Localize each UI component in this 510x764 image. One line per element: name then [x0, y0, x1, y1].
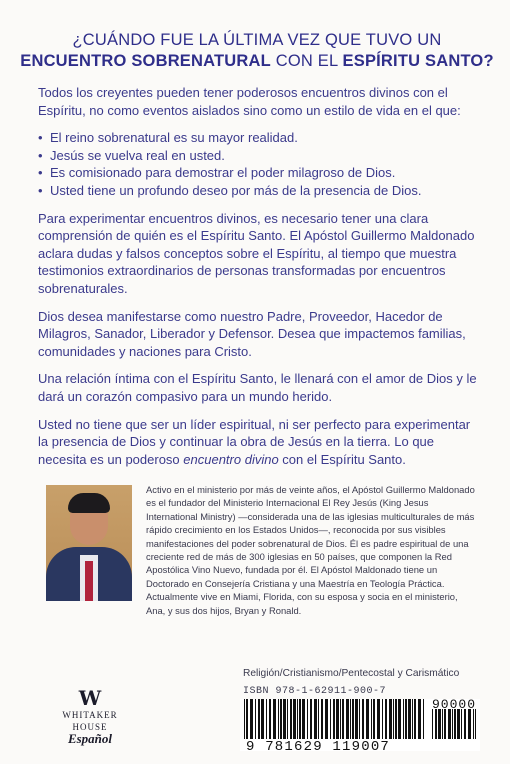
closing-end: con el Espíritu Santo. [278, 451, 406, 467]
paragraph-understanding: Para experimentar encuentros divinos, es necesario tener una clara comprensión de quién es el Espíritu Santo. El Apóstol Guillermo Maldonado aclara dudas y falsos conceptos sobre el Espíritu, al tiempo que muestra testimonios extraordinarios de personas transformadas por encuentros sobrenaturales. [38, 210, 475, 296]
publisher-name-line2: HOUSE [72, 722, 108, 732]
closing-text: Usted no tiene que ser un líder espiritual, ni ser perfecto para experimentar la presencia de Dios y continuar la obra de Jesús en la tierra. Lo que necesita es un poderoso [38, 416, 471, 467]
headline-connector: CON EL [270, 52, 343, 70]
benefit-item: • Usted tiene un profundo deseo por más de la presencia de Dios. [38, 182, 478, 200]
isbn-text: ISBN 978-1-62911-900-7 [243, 686, 387, 697]
blurb [38, 84, 478, 478]
intro-paragraph: Todos los creyentes pueden tener poderosos encuentros divinos con el Espíritu, no como eventos aislados sino como un estilo de vida en el que: [38, 85, 461, 118]
barcode-bars [244, 699, 426, 739]
publisher-imprint: Español [67, 731, 113, 746]
barcode [240, 697, 480, 755]
headline-emphasis-2: ESPÍRITU SANTO? [342, 52, 494, 70]
barcode-addon-bars [432, 709, 476, 739]
back-cover-headline [14, 30, 500, 72]
genre-category: Religión/Cristianismo/Pentecostal y Carismático [243, 668, 460, 679]
barcode-addon-number: 90000 [432, 697, 477, 712]
benefit-item: • Es comisionado para demostrar el poder milagroso de Dios. [38, 164, 478, 182]
barcode-number: 9 781629 119007 [246, 739, 391, 755]
paragraph-manifest: Dios desea manifestarse como nuestro Padre, Proveedor, Hacedor de Milagros, Sanador, Liberador y Defensor. Desea que impactemos familias, comunidades y naciones para Cristo. [38, 308, 466, 359]
author-photo [46, 485, 132, 601]
headline-line-2 [14, 51, 500, 72]
publisher-name-line1: WHITAKER [62, 710, 118, 720]
headline-line-1: ¿CUÁNDO FUE LA ÚLTIMA VEZ QUE TUVO UN [72, 31, 442, 49]
benefits-list [38, 129, 478, 199]
author-bio: Activo en el ministerio por más de veinte años, el Apóstol Guillermo Maldonado es el fundador del Ministerio Internacional El Rey Jesús (King Jesus International Ministry) —considerada una de las iglesias multiculturales de más rápido crecimiento en los Estados Unidos—, reconocida por sus visibles manifestaciones del poder sobrenatural de Dios. Él es padre espiritual de una creciente red de más de 300 iglesias en 50 países, que componen la Red Apostólica Vino Nuevo, fundada por él. El Apóstol Maldonado tiene un Doctorado en Consejería Cristiana y una Maestría en Teología Práctica. Actualmente vive en Miami, Florida, con su esposa y socia en el ministerio, Ana, y sus dos hijos, Bryan y Ronald. [146, 484, 475, 616]
paragraph-relationship: Una relación íntima con el Espíritu Santo, le llenará con el amor de Dios y le dará un corazón compasivo para un mundo herido. [38, 371, 477, 404]
publisher-mark-icon: W [78, 686, 102, 710]
benefit-item: • El reino sobrenatural es su mayor realidad. [38, 129, 478, 147]
headline-emphasis-1: ENCUENTRO SOBRENATURAL [20, 52, 271, 70]
closing-emphasis: encuentro divino [183, 451, 279, 467]
publisher-logo [50, 688, 130, 746]
closing-paragraph [38, 416, 478, 469]
benefit-item: • Jesús se vuelva real en usted. [38, 147, 478, 165]
